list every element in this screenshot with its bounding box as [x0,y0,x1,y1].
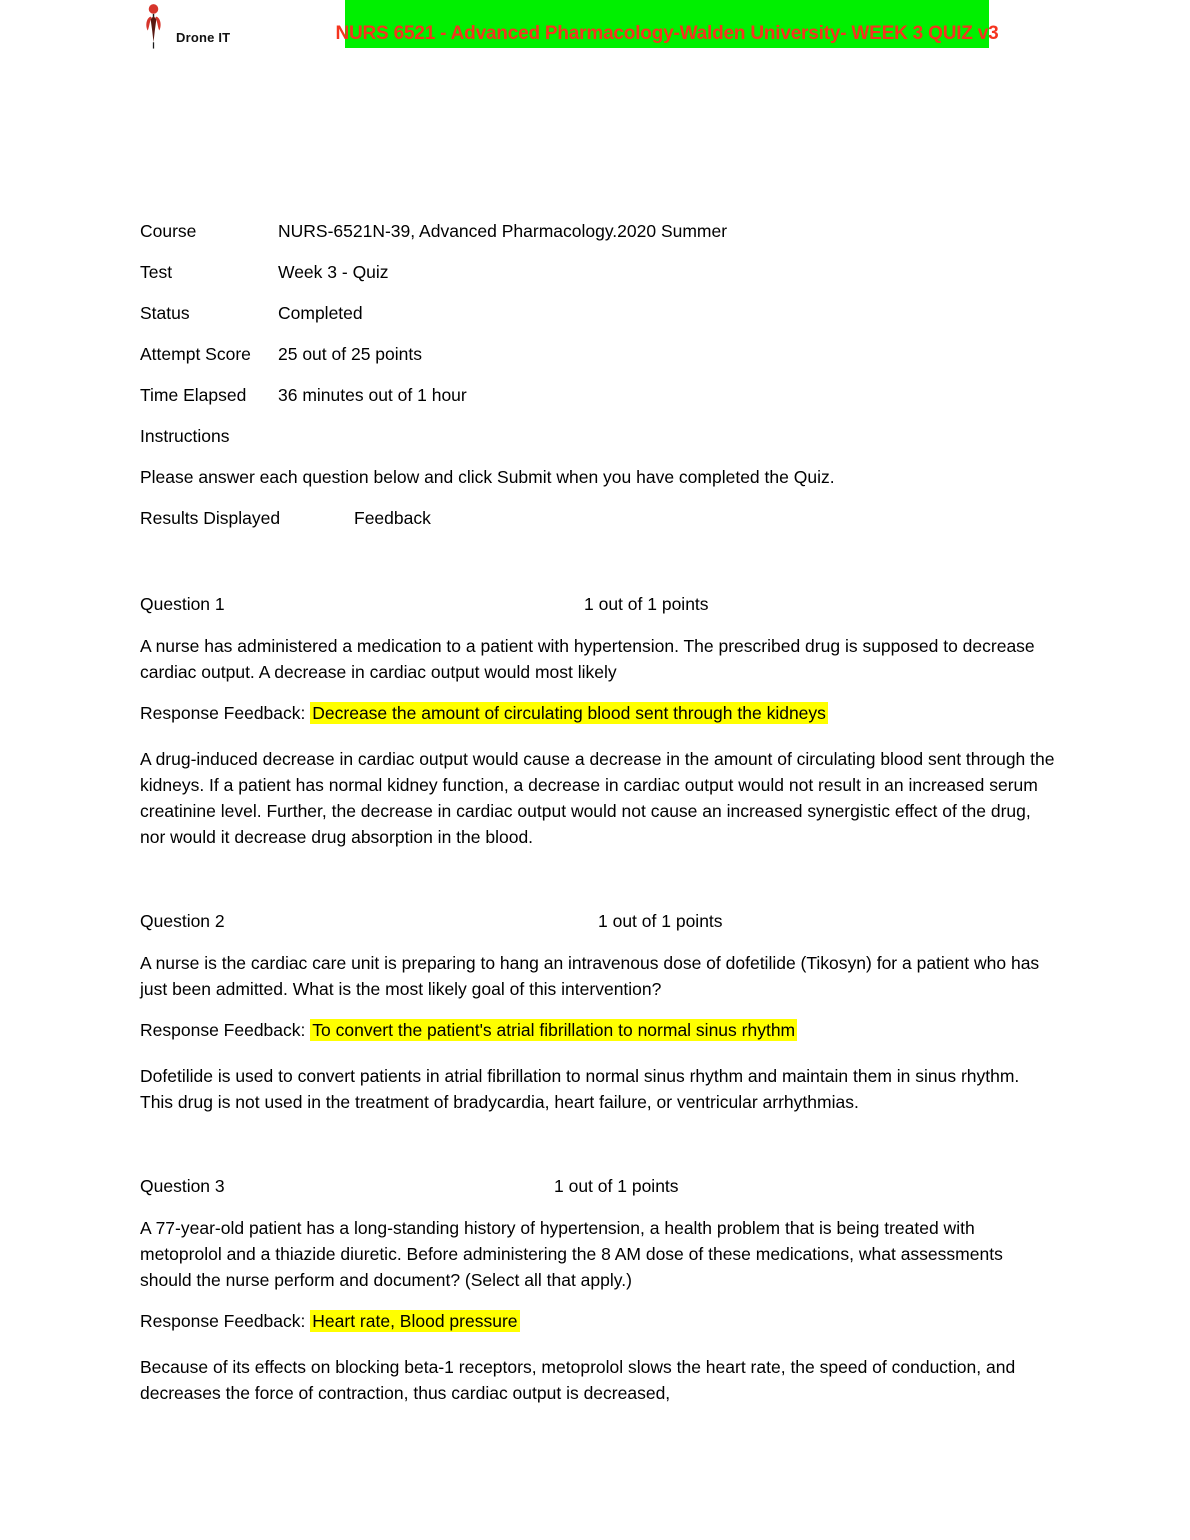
quiz-title-banner: NURS 6521 - Advanced Pharmacology-Walden University- WEEK 3 QUIZ v3 [345,0,989,48]
question-text: A nurse has administered a medication to a patient with hypertension. The prescribed drug is supposed to decrease cardiac output. A decrease in cardiac output would most likely [140,636,1035,682]
question-header [140,591,1055,617]
question-title: Question 1 [140,594,225,614]
summary-label: Status [140,303,190,323]
drone-it-logo [140,3,230,50]
summary-label: Results Displayed [140,508,281,528]
summary-row-time-elapsed [140,382,1055,408]
response-feedback-row [140,700,1055,726]
person-figure-icon [140,3,167,50]
summary-label: Test [140,262,173,282]
summary-value: Feedback [354,508,431,528]
instructions-text: Please answer each question below and click Submit when you have completed the Quiz. [140,467,835,487]
instructions-label: Instructions [140,426,230,446]
summary-value: NURS-6521N-39, Advanced Pharmacology.2020 Summer [278,221,728,241]
question-title: Question 2 [140,911,225,931]
response-feedback-answer-highlight: To convert the patient's atrial fibrillation to normal sinus rhythm [312,1020,796,1040]
response-feedback-answer-highlight: Decrease the amount of circulating blood sent through the kidneys [312,703,826,723]
question-points: 1 out of 1 points [584,594,709,614]
summary-row-results-displayed [140,505,1055,531]
summary-label: Time Elapsed [140,385,247,405]
response-feedback-row [140,1017,1055,1043]
response-feedback-answer-highlight: Heart rate, Blood pressure [312,1311,518,1331]
logo-text: Drone IT [176,30,231,45]
summary-value: Completed [278,303,363,323]
question-explanation: Dofetilide is used to convert patients in atrial fibrillation to normal sinus rhythm and maintain them in sinus rhythm. This drug is not used in the treatment of bradycardia, heart failure, or ventricular arrhythmias. [140,1066,1020,1112]
summary-label: Course [140,221,197,241]
summary-value: 25 out of 25 points [278,344,422,364]
summary-value: 36 minutes out of 1 hour [278,385,467,405]
document-body [140,218,1055,1406]
question-explanation: A drug-induced decrease in cardiac output would cause a decrease in the amount of circulating blood sent through the kidneys. If a patient has normal kidney function, a decrease in cardiac output would not result in an increased serum creatinine level. Further, the decrease in cardiac output would not cause an increased synergistic effect of the drug, nor would it decrease drug absorption in the blood. [140,749,1055,847]
response-feedback-label: Response Feedback: [140,703,306,723]
question-text: A 77-year-old patient has a long-standing history of hypertension, a health problem that is being treated with metoprolol and a thiazide diuretic. Before administering the 8 AM dose of these medications, what assessments should the nurse perform and document? (Select all that apply.) [140,1218,1003,1290]
summary-row-status [140,300,1055,326]
question-text: A nurse is the cardiac care unit is preparing to hang an intravenous dose of dofetilide (Tikosyn) for a patient who has just been admitted. What is the most likely goal of this intervention? [140,953,1040,999]
summary-row-course [140,218,1055,244]
question-header [140,908,1055,934]
question-points: 1 out of 1 points [554,1176,679,1196]
question-block-2 [140,908,1055,1115]
question-block-1 [140,591,1055,850]
summary-value: Week 3 - Quiz [278,262,389,282]
summary-label: Attempt Score [140,344,251,364]
response-feedback-label: Response Feedback: [140,1311,306,1331]
question-points: 1 out of 1 points [598,911,723,931]
summary-row-test [140,259,1055,285]
response-feedback-row [140,1308,1055,1334]
question-block-3 [140,1173,1055,1406]
question-header [140,1173,1055,1199]
summary-row-attempt-score [140,341,1055,367]
question-explanation: Because of its effects on blocking beta-1 receptors, metoprolol slows the heart rate, the speed of conduction, and decreases the force of contraction, thus cardiac output is decreased, [140,1357,1016,1403]
question-title: Question 3 [140,1176,225,1196]
response-feedback-label: Response Feedback: [140,1020,306,1040]
